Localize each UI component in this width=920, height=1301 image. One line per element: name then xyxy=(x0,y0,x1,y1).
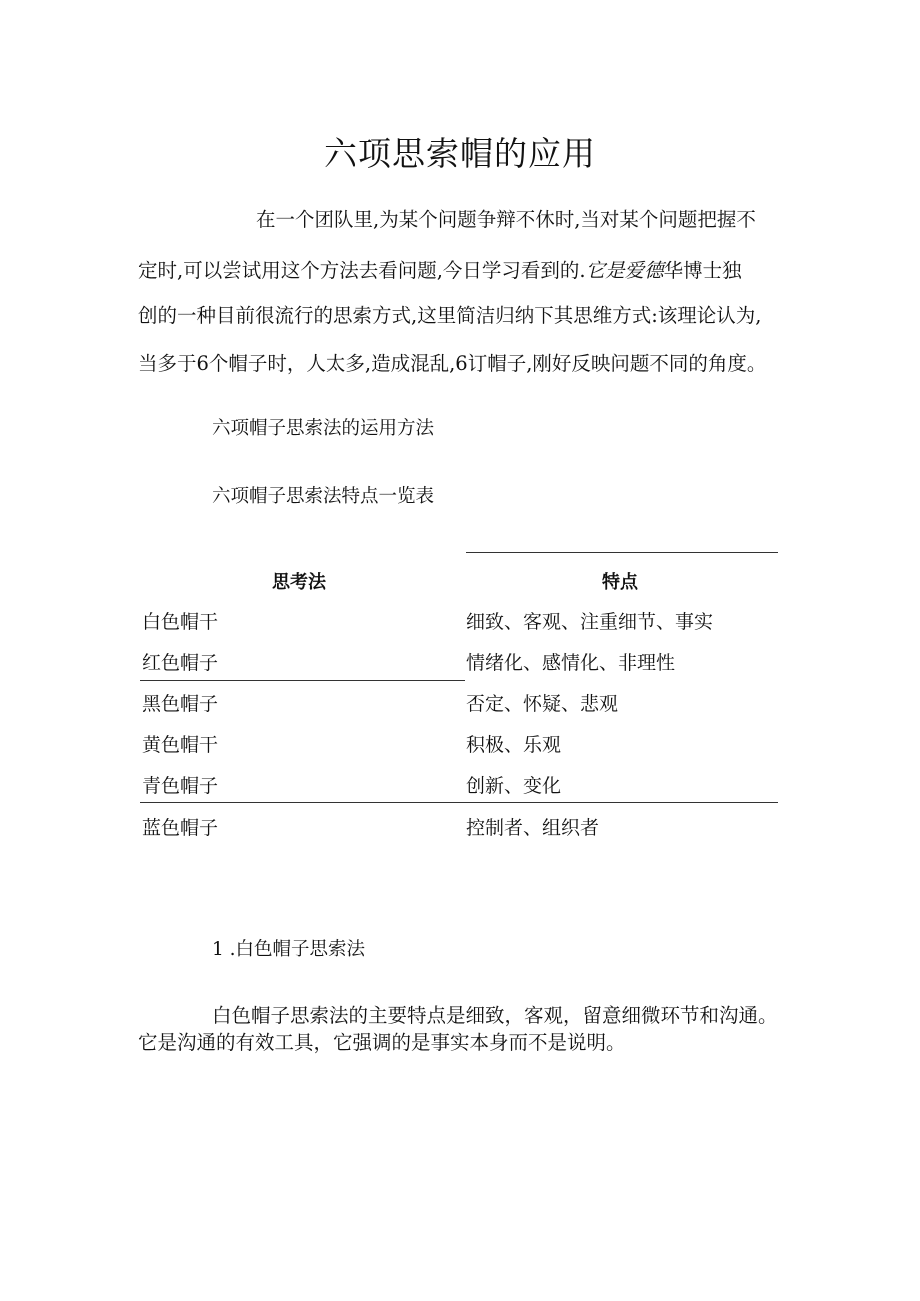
row-feature: 细致、客观、注重细节、事实 xyxy=(466,611,714,633)
row-method: 蓝色帽子 xyxy=(142,817,219,839)
row-feature: 情绪化、感情化、非理性 xyxy=(466,652,676,674)
heading-usage: 六项帽子思索法的运用方法 xyxy=(212,418,435,439)
intro-line-2 xyxy=(138,255,742,283)
intro-line-2-text: 定时,可以尝试用这个方法去看问题,今日学习看到的. xyxy=(138,259,586,282)
row-feature: 积极、乐观 xyxy=(466,734,562,756)
row-feature: 控制者、组织者 xyxy=(466,817,600,839)
row-method: 黄色帽干 xyxy=(142,734,219,756)
intro-line-1: 在一个团队里,为某个问题争辩不休时,当对某个问题把握不 xyxy=(256,208,756,231)
table-header-feature: 特点 xyxy=(602,572,638,593)
heading-table: 六项帽子思索法特点一览表 xyxy=(212,486,435,507)
table-top-rule xyxy=(466,552,778,553)
row-method: 青色帽子 xyxy=(142,775,219,797)
row-method: 白色帽干 xyxy=(142,611,219,633)
table-header-method: 思考法 xyxy=(272,572,326,593)
section-1-line-2: 它是沟通的有效工具，它强调的是事实本身而不是说明。 xyxy=(138,1031,626,1054)
row-method: 黑色帽子 xyxy=(142,693,219,715)
intro-line-3: 创的一种目前很流行的思索方式,这里简洁归纳下其思维方式:该理论认为, xyxy=(138,304,762,327)
page-title: 六项思索帽的应用 xyxy=(324,134,596,173)
intro-line-2-tail: 华博士独 xyxy=(663,259,742,282)
section-1-line-1: 白色帽子思索法的主要特点是细致，客观，留意细微环节和沟通。 xyxy=(212,1004,778,1027)
table-lower-rule xyxy=(140,802,778,803)
row-method: 红色帽子 xyxy=(142,652,219,674)
row-feature: 否定、怀疑、悲观 xyxy=(466,693,619,715)
section-1-heading: 1 .白色帽子思索法 xyxy=(212,939,366,960)
row-feature: 创新、变化 xyxy=(466,775,562,797)
intro-line-4: 当多于6个帽子时，人太多,造成混乱,6订帽子,刚好反映问题不同的角度。 xyxy=(138,352,767,375)
table-mid-rule xyxy=(140,680,465,681)
intro-line-2-italic: 它是爱德 xyxy=(585,259,664,282)
